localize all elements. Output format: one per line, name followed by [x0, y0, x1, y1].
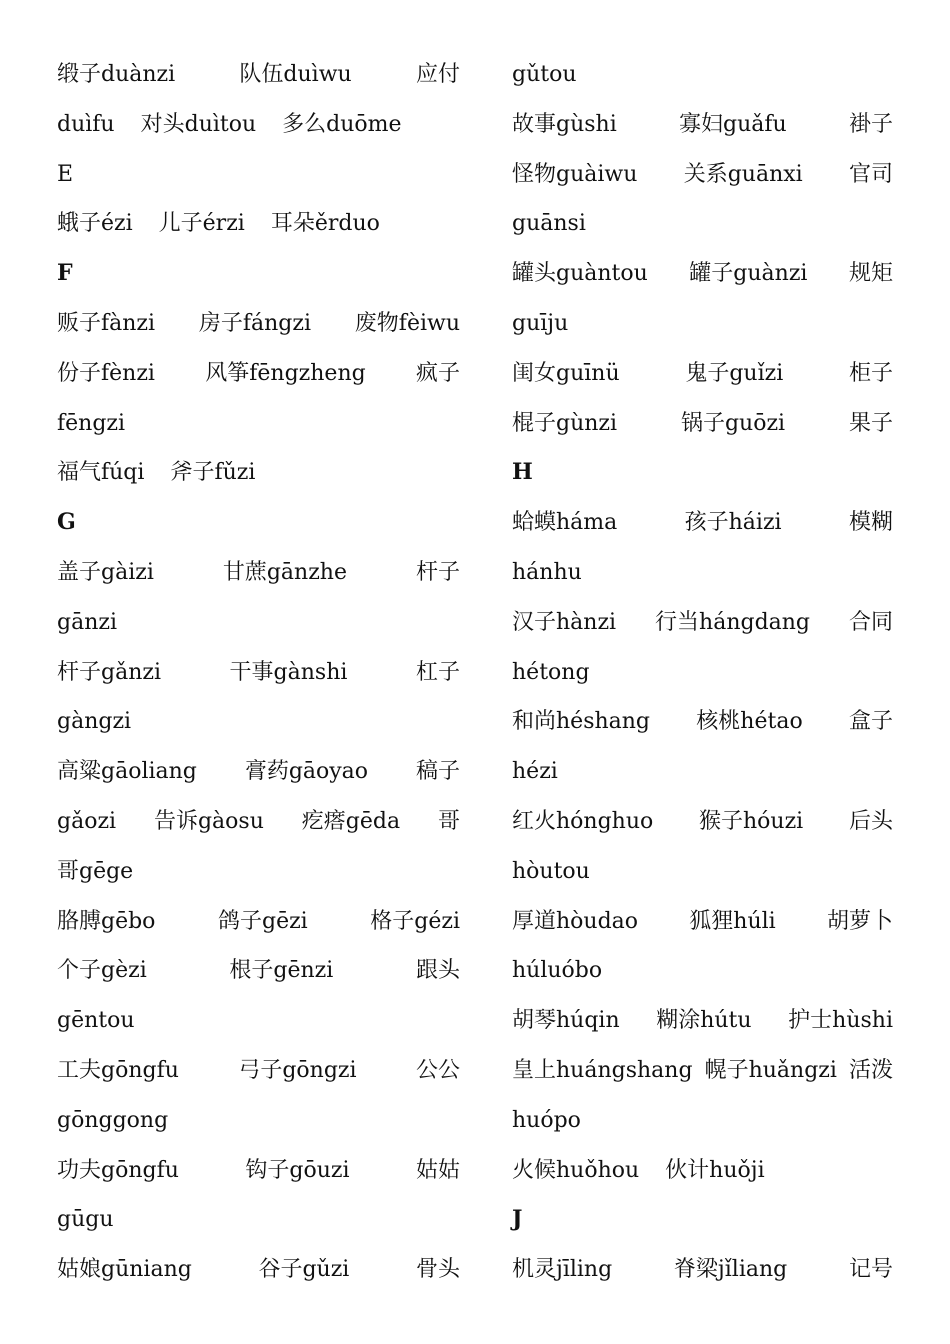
word-line [512, 1046, 893, 1096]
word-entry: 幌子huǎngzi [704, 1057, 837, 1083]
word-line [512, 697, 893, 747]
word-line [57, 349, 460, 399]
word-line [57, 199, 460, 249]
word-entry: 告诉gàosu [153, 808, 264, 834]
word-entry: 份子fènzi [57, 360, 155, 386]
word-entry: 队伍duìwu [239, 62, 352, 87]
text-line: huópo [512, 1107, 581, 1133]
text-line: gǔtou [512, 62, 577, 87]
word-entry: 稿子 [415, 759, 460, 785]
word-entry: 贩子fànzi [57, 310, 156, 336]
text-line: hétong [512, 659, 590, 685]
word-entry: 跟头 [415, 958, 460, 984]
text-line: 哥gēge [57, 858, 134, 884]
right-column [512, 50, 893, 1295]
word-entry: duìfu [57, 111, 115, 137]
word-entry: 红火hónghuo [512, 808, 654, 834]
word-line [57, 797, 460, 847]
word-entry: 核桃hétao [696, 709, 803, 735]
word-entry: 厚道hòudao [512, 908, 639, 934]
word-entry: 糊涂hútu [656, 1008, 752, 1034]
section-letter: J [512, 1206, 523, 1233]
word-entry: 火候huǒhou [512, 1157, 640, 1183]
word-entry: 记号 [848, 1257, 893, 1283]
word-line [512, 150, 893, 200]
word-entry: 故事gùshi [512, 111, 617, 137]
word-line [57, 1046, 460, 1096]
word-entry: 官司 [848, 161, 893, 187]
word-entry: 闺女guīnü [512, 360, 620, 386]
word-entry: 胳膊gēbo [57, 908, 156, 934]
word-entry: 杠子 [415, 659, 460, 685]
word-entry: 盖子gàizi [57, 559, 154, 585]
word-line [512, 100, 893, 150]
word-entry: 干事gànshi [229, 659, 348, 685]
word-line [57, 897, 460, 947]
word-entry: 姑姑 [415, 1157, 460, 1183]
word-line [512, 399, 893, 449]
word-entry: 缎子duànzi [57, 62, 176, 87]
word-entry: gǎozi [57, 808, 117, 834]
word-entry: 杆子 [415, 559, 460, 585]
word-line [57, 299, 460, 349]
word-line [57, 648, 460, 698]
word-entry: 和尚héshang [512, 709, 651, 735]
word-entry: 疙瘩gēda [301, 808, 401, 834]
text-line: gàngzi [57, 709, 132, 735]
word-entry: 废物fèiwu [354, 310, 460, 336]
text-line: hánhu [512, 559, 582, 585]
word-entry: 谷子gǔzi [258, 1257, 350, 1283]
word-entry: 关系guānxi [683, 161, 803, 187]
word-entry: 高粱gāoliang [57, 759, 197, 785]
text-line: gānzi [57, 609, 117, 635]
word-entry: 耳朵ěrduo [270, 211, 380, 237]
word-entry: 锅子guōzi [680, 410, 786, 436]
word-entry: 功夫gōngfu [57, 1157, 179, 1183]
word-entry: 规矩 [848, 261, 893, 287]
word-line [512, 797, 893, 847]
text-line: hézi [512, 759, 558, 785]
word-line [512, 598, 893, 648]
word-line [57, 946, 460, 996]
word-entry: 柜子 [848, 360, 893, 386]
word-entry: 格子gézi [370, 908, 460, 934]
text-line: húluóbo [512, 958, 603, 984]
word-line [512, 897, 893, 947]
word-entry: 机灵jīling [512, 1257, 613, 1283]
word-entry: 个子gèzi [57, 958, 147, 984]
word-entry: 合同 [848, 609, 893, 635]
text-line: gūgu [57, 1207, 114, 1233]
word-entry: 鬼子guǐzi [685, 360, 784, 386]
word-entry: 棍子gùnzi [512, 410, 618, 436]
text-line: gōnggong [57, 1107, 169, 1133]
word-line [57, 50, 460, 100]
section-letter: H [512, 459, 533, 486]
word-entry: 胡琴húqin [512, 1008, 620, 1034]
word-entry: 哥 [437, 808, 460, 834]
word-line [57, 548, 460, 598]
word-entry: 应付 [415, 62, 460, 87]
word-entry: 护士hùshi [788, 1008, 893, 1034]
word-entry: 甘蔗gānzhe [222, 559, 347, 585]
word-line [512, 1245, 893, 1295]
word-line [512, 249, 893, 299]
text-line: E [57, 161, 74, 187]
word-entry: 脊梁jǐliang [673, 1257, 788, 1283]
word-line [512, 996, 893, 1046]
word-line [57, 100, 460, 150]
word-entry: 风筝fēngzheng [205, 360, 366, 386]
word-entry: 儿子érzi [158, 211, 245, 237]
text-line: guīju [512, 310, 569, 336]
word-line [512, 349, 893, 399]
word-entry: 鸽子gēzi [217, 908, 308, 934]
section-letter: F [57, 260, 73, 287]
word-entry: 骨头 [415, 1257, 460, 1283]
word-entry: 疯子 [415, 360, 460, 386]
word-entry: 斧子fǔzi [170, 460, 256, 486]
word-entry: 房子fángzi [198, 310, 311, 336]
word-entry: 模糊 [848, 510, 893, 536]
word-entry: 罐子guànzi [689, 261, 808, 287]
text-line: gēntou [57, 1008, 135, 1034]
word-entry: 工夫gōngfu [57, 1057, 179, 1083]
text-line: fēngzi [57, 410, 126, 436]
word-entry: 伙计huǒji [665, 1157, 765, 1183]
word-entry: 根子gēnzi [229, 958, 334, 984]
word-line [512, 498, 893, 548]
word-entry: 后头 [848, 808, 893, 834]
word-entry: 狐狸húli [689, 908, 776, 934]
word-line [512, 1146, 893, 1196]
word-entry: 姑娘gūniang [57, 1257, 192, 1283]
left-column [57, 50, 460, 1295]
word-entry: 猴子hóuzi [699, 808, 804, 834]
word-entry: 胡萝卜 [826, 908, 893, 934]
word-entry: 公公 [415, 1057, 460, 1083]
word-entry: 多么duōme [282, 111, 402, 137]
word-entry: 对头duìtou [140, 111, 257, 137]
word-entry: 罐头guàntou [512, 261, 648, 287]
word-entry: 蛾子ézi [57, 211, 133, 237]
section-letter: G [57, 509, 76, 536]
word-entry: 皇上huángshang [512, 1057, 693, 1083]
word-entry: 寡妇guǎfu [679, 111, 787, 137]
word-line [57, 1146, 460, 1196]
word-entry: 褂子 [848, 111, 893, 137]
word-entry: 弓子gōngzi [238, 1057, 357, 1083]
word-entry: 果子 [848, 410, 893, 436]
word-entry: 钩子gōuzi [245, 1157, 350, 1183]
word-entry: 孩子háizi [684, 510, 782, 536]
word-entry: 膏药gāoyao [244, 759, 369, 785]
word-line [57, 448, 460, 498]
word-line [57, 747, 460, 797]
word-entry: 汉子hànzi [512, 609, 617, 635]
text-line: guānsi [512, 211, 586, 237]
word-entry: 盒子 [848, 709, 893, 735]
word-entry: 福气fúqi [57, 460, 145, 486]
word-entry: 怪物guàiwu [512, 161, 638, 187]
word-entry: 蛤蟆háma [512, 510, 618, 536]
text-line: hòutou [512, 858, 590, 884]
word-line [57, 1245, 460, 1295]
word-entry: 杆子gǎnzi [57, 659, 161, 685]
word-entry: 活泼 [848, 1057, 893, 1083]
word-entry: 行当hángdang [655, 609, 811, 635]
